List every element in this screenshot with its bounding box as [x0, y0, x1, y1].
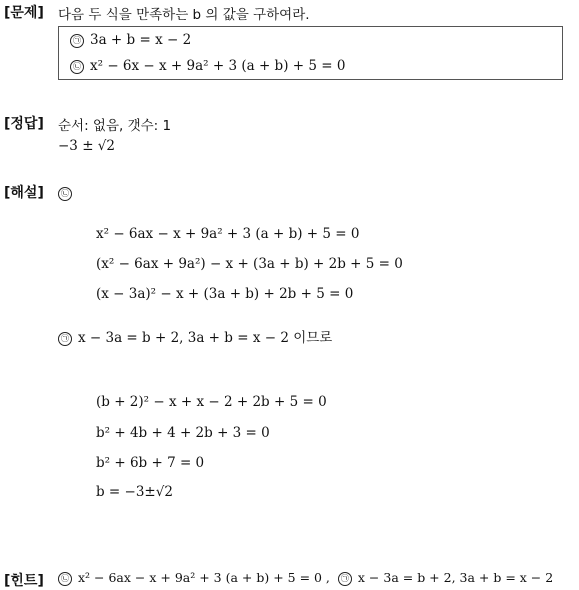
substitution-expr: x − 3a = b + 2, 3a + b = x − 2 [78, 330, 289, 346]
hint-mark-2: ㉠ [338, 572, 352, 586]
hint-line [58, 570, 553, 586]
solution-step-3: (x − 3a)² − x + (3a + b) + 2b + 5 = 0 [96, 286, 354, 302]
solution-step-2: (x² − 6ax + 9a²) − x + (3a + b) + 2b + 5 = 0 [96, 256, 403, 272]
problem-text: 다음 두 식을 만족하는 b 의 값을 구하여라. [58, 7, 310, 23]
solution-step-5: b² + 4b + 4 + 2b + 3 = 0 [96, 425, 270, 441]
solution-start-mark: ㉡ [58, 187, 72, 201]
solution-step-4: (b + 2)² − x + x − 2 + 2b + 5 = 0 [96, 394, 327, 410]
answer-value: −3 ± √2 [58, 138, 115, 154]
solution-step-7: b = −3±√2 [96, 484, 173, 500]
condition-1 [70, 32, 191, 48]
hint-label: [힌트] [4, 573, 44, 589]
solution-start [58, 182, 78, 201]
answer-meta: 순서: 없음, 갯수: 1 [58, 118, 172, 134]
hint-expr-1: x² − 6ax − x + 9a² + 3 (a + b) + 5 = 0 , [78, 570, 330, 585]
answer-label: [정답] [4, 116, 44, 132]
substitution-suffix: 이므로 [293, 330, 333, 346]
solution-label: [해설] [4, 185, 44, 201]
condition-1-expr: 3a + b = x − 2 [90, 32, 192, 48]
substitution-line [58, 326, 332, 346]
hint-expr-2: x − 3a = b + 2, 3a + b = x − 2 [357, 570, 554, 585]
substitution-mark: ㉠ [58, 332, 72, 346]
condition-2-mark: ㉡ [70, 60, 84, 74]
solution-step-1: x² − 6ax − x + 9a² + 3 (a + b) + 5 = 0 [96, 226, 360, 242]
condition-1-mark: ㉠ [70, 34, 84, 48]
hint-mark-1: ㉡ [58, 572, 72, 586]
condition-2-expr: x² − 6x − x + 9a² + 3 (a + b) + 5 = 0 [90, 58, 346, 74]
solution-step-6: b² + 6b + 7 = 0 [96, 455, 205, 471]
problem-label: [문제] [4, 5, 44, 21]
condition-2 [70, 58, 345, 74]
